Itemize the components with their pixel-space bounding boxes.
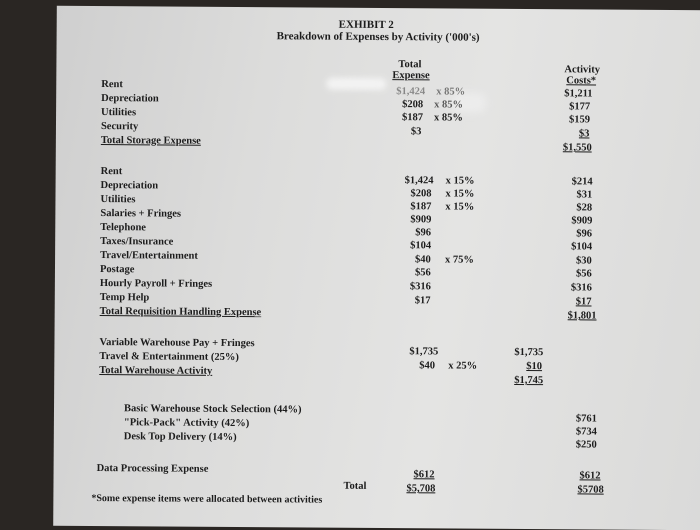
req-pct: x 75%: [445, 254, 474, 266]
storage-expense: $208: [402, 99, 424, 111]
storage-pct: x 85%: [434, 112, 463, 124]
req-cost: $316: [570, 282, 592, 294]
storage-pct: x 85%: [434, 99, 464, 111]
exhibit-subtitle: Breakdown of Expenses by Activity ('000's): [276, 30, 480, 44]
header-costs: Costs*: [566, 75, 597, 87]
header-total: Total: [398, 59, 422, 71]
storage-cost: $159: [569, 114, 591, 126]
storage-cost: $1,211: [564, 88, 593, 100]
req-total-cost: $1,801: [567, 310, 597, 322]
req-expense: $104: [410, 240, 432, 252]
storage-expense: $3: [410, 126, 422, 138]
req-label: Temp Help: [99, 292, 150, 304]
req-expense: $208: [410, 188, 432, 200]
req-label: Telephone: [100, 222, 147, 234]
req-cost: $31: [576, 189, 593, 201]
warehouse-expense: $1,735: [409, 346, 439, 358]
req-expense: $40: [415, 254, 431, 266]
warehouse-mid: $10: [526, 361, 543, 373]
storage-cost: $3: [578, 128, 590, 140]
storage-cost: $177: [569, 101, 591, 113]
req-label: Travel/Entertainment: [100, 250, 198, 262]
req-cost: $909: [571, 215, 593, 227]
req-expense: $909: [410, 214, 432, 226]
req-expense: $316: [409, 281, 431, 293]
req-pct: x 15%: [445, 201, 475, 213]
req-expense: $1,424: [404, 175, 434, 187]
storage-label: Utilities: [101, 107, 137, 119]
req-pct: x 15%: [445, 188, 475, 200]
warehouse-total-mid: $1,745: [514, 374, 544, 387]
warehouse-pct: x 25%: [448, 360, 478, 372]
storage-expense: $187: [402, 112, 424, 124]
data-processing-cost: $612: [579, 470, 601, 482]
req-expense: $56: [414, 267, 431, 279]
header-activity: Activity: [564, 64, 601, 76]
req-expense: $96: [415, 227, 432, 239]
storage-label: Depreciation: [101, 93, 159, 105]
warehouse-label: Variable Warehouse Pay + Fringes: [99, 337, 255, 350]
req-total-label: Total Requisition Handling Expense: [99, 306, 262, 319]
footnote: *Some expense items were allocated between activities: [91, 492, 323, 506]
req-label: Hourly Payroll + Fringes: [99, 278, 213, 290]
storage-total-cost: $1,550: [562, 142, 592, 154]
exhibit-page: [53, 6, 700, 530]
req-pct: x 15%: [445, 175, 475, 187]
storage-label: Rent: [101, 79, 123, 91]
grand-total-cost: $5708: [577, 484, 604, 496]
exhibit-title: EXHIBIT 2: [338, 18, 394, 32]
req-cost: $17: [575, 296, 592, 308]
storage-label: Security: [100, 121, 139, 133]
selection-cost: $761: [575, 413, 597, 425]
req-cost: $28: [576, 202, 593, 214]
data-processing-label: Data Processing Expense: [96, 463, 209, 475]
selection-label: Desk Top Delivery (14%): [123, 431, 237, 444]
req-cost: $214: [571, 176, 593, 188]
storage-total-label: Total Storage Expense: [100, 135, 201, 147]
warehouse-label: Travel & Entertainment (25%): [99, 351, 239, 364]
req-label: Postage: [99, 264, 135, 276]
req-cost: $104: [571, 241, 593, 253]
req-label: Utilities: [100, 194, 136, 206]
req-label: Taxes/Insurance: [100, 236, 174, 248]
selection-label: "Pick-Pack" Activity (42%): [123, 417, 250, 430]
req-cost: $30: [576, 255, 592, 267]
warehouse-expense: $40: [419, 360, 436, 372]
grand-total-expense: $5,708: [406, 483, 436, 495]
data-processing-expense: $612: [413, 469, 435, 481]
storage-pct: x 85%: [436, 86, 466, 98]
req-label: Depreciation: [100, 180, 159, 192]
req-label: Salaries + Fringes: [100, 208, 182, 220]
req-expense: $187: [410, 201, 432, 213]
warehouse-total-label: Total Warehouse Activity: [99, 365, 213, 377]
req-cost: $56: [575, 268, 592, 280]
warehouse-mid: $1,735: [514, 346, 544, 359]
grand-total-label: Total: [343, 480, 367, 492]
light-glare: [326, 78, 386, 90]
selection-cost: $250: [575, 439, 597, 451]
storage-expense: $1,424: [396, 86, 426, 98]
req-label: Rent: [100, 166, 123, 178]
req-cost: $96: [576, 228, 593, 240]
selection-label: Basic Warehouse Stock Selection (44%): [123, 403, 302, 416]
selection-cost: $734: [575, 426, 597, 438]
req-expense: $17: [414, 295, 431, 307]
header-expense: Expense: [392, 70, 430, 82]
